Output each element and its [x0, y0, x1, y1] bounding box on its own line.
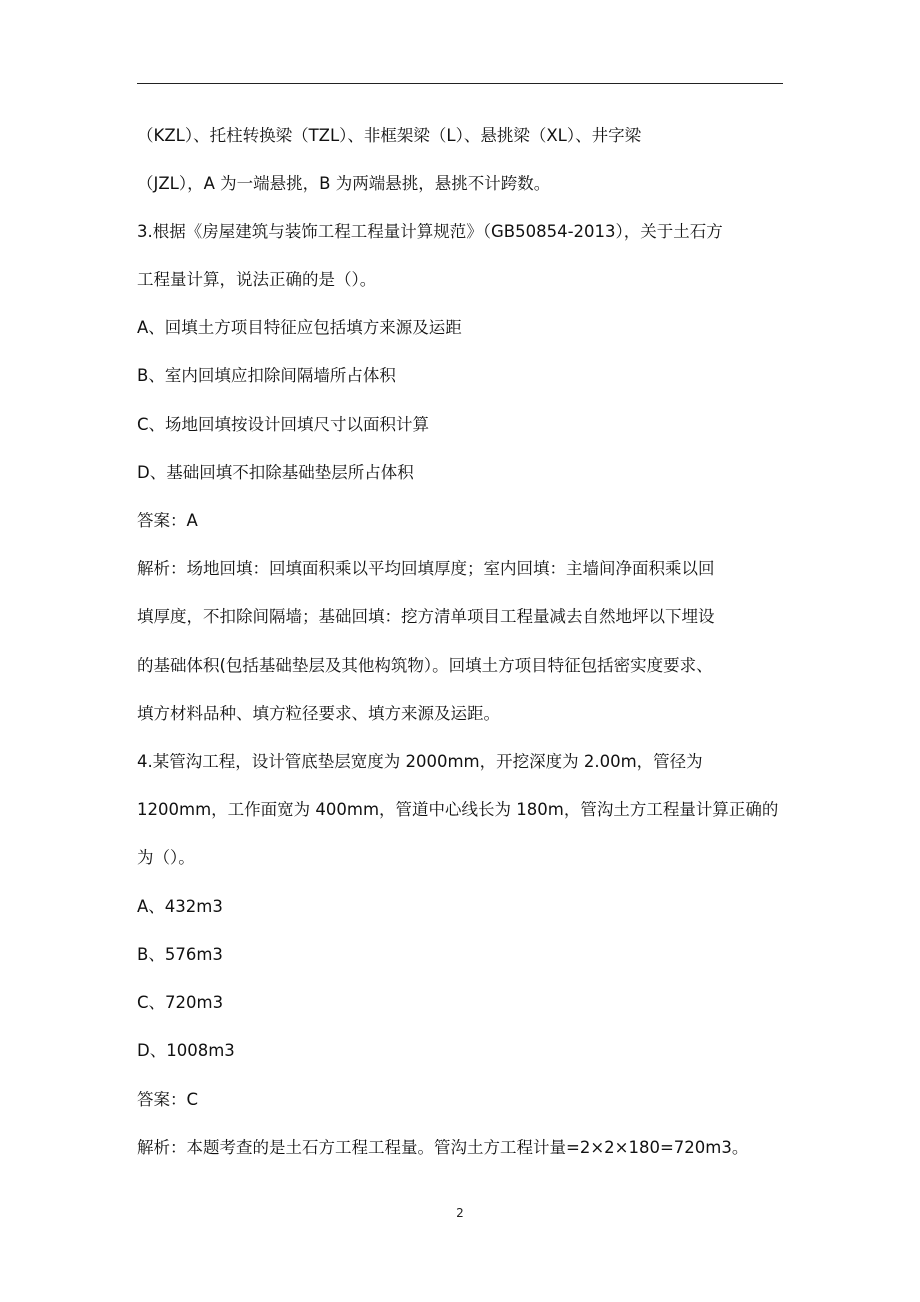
- question-3-answer: 答案：A: [137, 511, 198, 530]
- question-4-answer: 答案：C: [137, 1090, 199, 1109]
- question-3-option-a: A、回填土方项目特征应包括填方来源及运距: [137, 318, 462, 337]
- question-4-stem: 1200mm，工作面宽为 400mm，管道中心线长为 180m，管沟土方工程量计算正确的: [137, 800, 779, 819]
- question-3-explanation: 的基础体积(包括基础垫层及其他构筑物）。回填土方项目特征包括密实度要求、: [137, 656, 713, 675]
- text-line: （JZL），A 为一端悬挑，B 为两端悬挑，悬挑不计跨数。: [137, 174, 551, 193]
- question-3-option-c: C、场地回填按设计回填尺寸以面积计算: [137, 415, 430, 434]
- text-line: （KZL）、托柱转换梁（TZL）、非框架梁（L）、悬挑梁（XL）、井字梁: [137, 126, 642, 145]
- question-4-option-b: B、576m3: [137, 945, 223, 964]
- question-4-option-c: C、720m3: [137, 993, 224, 1012]
- question-4-option-a: A、432m3: [137, 897, 223, 916]
- question-3-explanation: 解析：场地回填：回填面积乘以平均回填厚度；室内回填：主墙间净面积乘以回: [137, 559, 715, 578]
- question-4-explanation: 解析：本题考查的是土石方工程工程量。管沟土方工程计量=2×2×180=720m3。: [137, 1138, 749, 1157]
- question-4-stem: 为（）。: [137, 848, 195, 867]
- question-3-stem: 工程量计算，说法正确的是（）。: [137, 270, 377, 289]
- page-number: 2: [456, 1206, 464, 1220]
- question-3-explanation: 填方材料品种、填方粒径要求、填方来源及运距。: [137, 704, 500, 723]
- question-3-stem: 3.根据《房屋建筑与装饰工程工程量计算规范》（GB50854-2013），关于土石方: [137, 222, 723, 241]
- question-3-explanation: 填厚度，不扣除间隔墙；基础回填：挖方清单项目工程量减去自然地坪以下埋设: [137, 607, 715, 626]
- question-4-option-d: D、1008m3: [137, 1041, 235, 1060]
- question-3-option-d: D、基础回填不扣除基础垫层所占体积: [137, 463, 414, 482]
- question-3-option-b: B、室内回填应扣除间隔墙所占体积: [137, 366, 396, 385]
- header-rule: [137, 83, 783, 84]
- question-4-stem: 4.某管沟工程，设计管底垫层宽度为 2000mm，开挖深度为 2.00m，管径为: [137, 752, 703, 771]
